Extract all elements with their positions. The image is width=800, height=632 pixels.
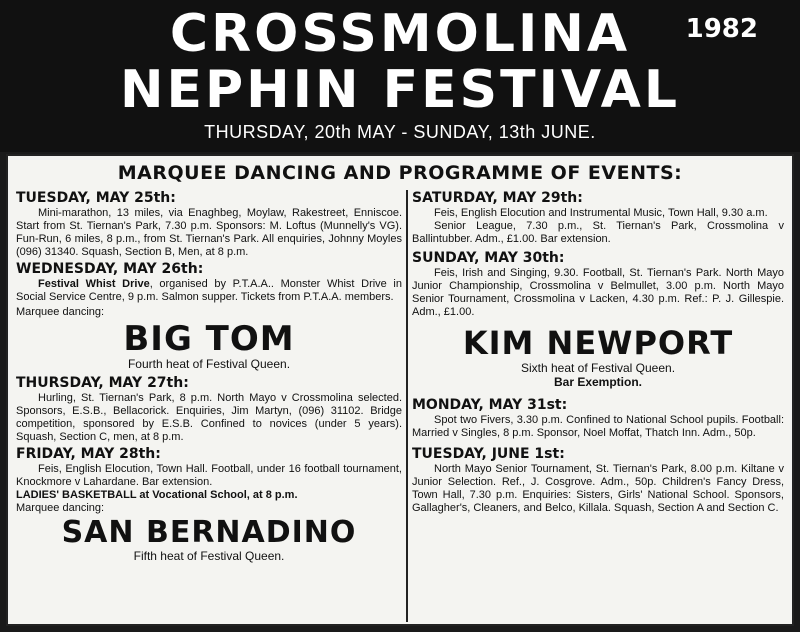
event-text-sat-may-29-a: Feis, English Elocution and Instrumental Music, Town Hall, 9.30 a.m. xyxy=(434,207,768,219)
marquee-label-fri: Marquee dancing: xyxy=(16,502,105,514)
day-heading-fri-may-28: FRIDAY, MAY 28th: xyxy=(16,446,161,462)
act-kim-newport-note: Sixth heat of Festival Queen. xyxy=(520,361,676,375)
bar-exemption: Bar Exemption. xyxy=(553,375,643,389)
event-text-fri-may-28: Feis, English Elocution, Town Hall. Football, under 16 football tournament, Knockmore v Lahardane. Bar extension. xyxy=(16,463,402,488)
event-text-sat-may-29-b: Senior League, 7.30 p.m., St. Tiernan's Park, Crossmolina v Ballintubber. Adm., £1.00. Bar extension. xyxy=(412,220,784,245)
festival-header xyxy=(0,0,800,152)
day-heading-wed-may-26: WEDNESDAY, MAY 26th: xyxy=(16,261,204,277)
right-column xyxy=(412,190,784,517)
event-text-wed-may-26 xyxy=(16,278,402,304)
programme-panel xyxy=(6,154,794,626)
day-heading-tue-june-1: TUESDAY, JUNE 1st: xyxy=(412,446,565,462)
title-line-1: CROSSMOLINA xyxy=(169,4,631,64)
act-big-tom: BIG TOM xyxy=(123,319,295,359)
act-kim-newport: KIM NEWPORT xyxy=(462,324,734,362)
festival-dates: THURSDAY, 20th MAY - SUNDAY, 13th JUNE. xyxy=(204,122,596,142)
event-text-mon-may-31: Spot two Fivers, 3.30 p.m. Confined to National School pupils. Football: Married v Singles, 8 p.m. Sponsor, Noel Moffat, Thatch Inn. Adm., 50p. xyxy=(412,414,784,439)
title-line-2: NEPHIN FESTIVAL xyxy=(119,60,681,120)
act-big-tom-note: Fourth heat of Festival Queen. xyxy=(127,357,291,371)
act-san-bernadino-note: Fifth heat of Festival Queen. xyxy=(133,549,285,563)
day-heading-mon-may-31: MONDAY, MAY 31st: xyxy=(412,397,568,413)
act-san-bernadino: SAN BERNADINO xyxy=(61,515,357,550)
day-heading-thu-may-27: THURSDAY, MAY 27th: xyxy=(16,375,189,391)
whist-drive-label: Festival Whist Drive xyxy=(38,278,150,290)
day-heading-sun-may-30: SUNDAY, MAY 30th: xyxy=(412,250,565,266)
marquee-label-wed: Marquee dancing: xyxy=(16,306,105,318)
event-text-tue-june-1: North Mayo Senior Tournament, St. Tiernan's Park, 8.00 p.m. Kiltane v Junior Selection. Ref., J. Cosgrove. Adm., 50p. Children's Fancy Dress, Town Hall, 7.30 p.m. Enquiries: Sisters, Girls' National School. Sponsors, Gallagher's, Cleaners, and Belco, Killala. Squash, Section A and Section C. xyxy=(412,463,784,514)
festival-year: 1982 xyxy=(685,14,758,44)
day-heading-tue-may-25: TUESDAY, MAY 25th: xyxy=(16,190,176,206)
column-divider xyxy=(406,190,408,622)
event-text-thu-may-27: Hurling, St. Tiernan's Park, 8 p.m. North Mayo v Crossmolina selected. Sponsors, E.S.B., Bellacorick. Enquiries, Jim Martyn, (096) 31102. Bridge competition, sponsored by E.S.B. Confined to novices (under 5 years). Squash, Section C, men, at 8 p.m. xyxy=(16,392,402,443)
whist-drive-text: , organised by P.T.A.A.. Monster Whist Drive in Social Service Centre, 9 p.m. Salmon supper. Tickets from P.T.A.A. members. xyxy=(16,278,402,303)
event-text-sun-may-30: Feis, Irish and Singing, 9.30. Football, St. Tiernan's Park. North Mayo Junior Championship, Crossmolina v Belmullet, 3.00 p.m. North Mayo Senior Tournament, Crossmolina v Lacken, 4.30 p.m. Ref.: P. J. Gillespie. Adm., £1.00. xyxy=(412,267,784,318)
basketball-notice: LADIES' BASKETBALL at Vocational School, at 8 p.m. xyxy=(16,489,298,501)
left-column xyxy=(16,190,402,563)
day-heading-sat-may-29: SATURDAY, MAY 29th: xyxy=(412,190,583,206)
event-text-tue-may-25: Mini-marathon, 13 miles, via Enaghbeg, Moylaw, Rakestreet, Enniscoe. Start from St. Tiernan's Park, 7.30 p.m. Sponsors: M. Loftus (Munnelly's VG). Fun-Run, 6 miles, 8 p.m., from St. Tiernan's Park. All enquiries, Johnny Moyles (096) 31340. Squash, Section B, Men, at 8 p.m. xyxy=(16,207,402,258)
programme-banner: MARQUEE DANCING AND PROGRAMME OF EVENTS: xyxy=(117,162,683,184)
